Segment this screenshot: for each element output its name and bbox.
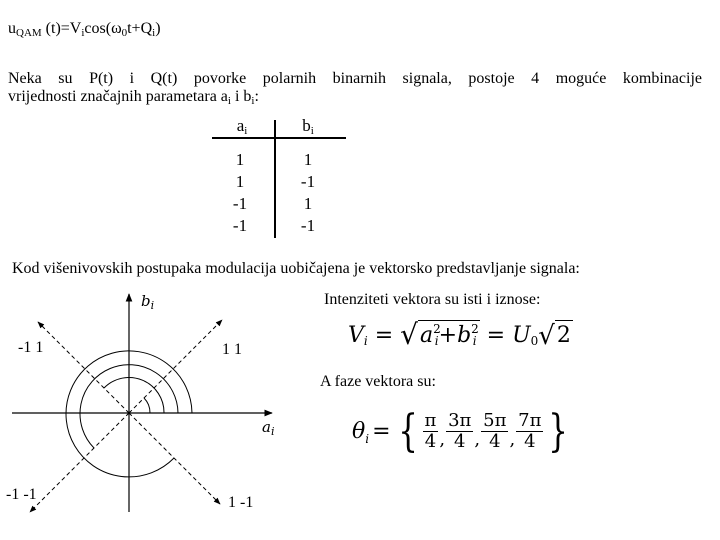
label-top-right: 1 1 <box>222 341 242 358</box>
table-cell-b: -1 <box>300 172 316 191</box>
qam-formula: $u_{QAM}$ $(t)=V_i\cos(\omega_0t+Q_i)$ <box>8 20 161 39</box>
right-brace: } <box>548 405 569 457</box>
sqrt-sign-2: √ <box>538 321 555 351</box>
left-brace: { <box>397 405 418 457</box>
phase-fraction: $\frac{3\pi}{4}$ <box>448 409 472 452</box>
label-bottom-right: 1 -1 <box>228 494 254 511</box>
table-cell-b: -1 <box>300 216 316 235</box>
phase-fraction: $\frac{\pi}{4}$ <box>424 409 437 452</box>
intro-line-1: Neka su P(t) i Q(t) povorke polarnih binarnih signala, postoje 4 moguće kombinacije <box>8 70 702 87</box>
phase-arc-pi-4 <box>144 398 150 413</box>
phase-label: A faze vektora su: <box>320 373 436 390</box>
table-cell-a: 1 <box>235 150 245 169</box>
table-cell-b: 1 <box>303 194 313 213</box>
vector-1-minus1 <box>129 413 220 504</box>
table-header-b: $b_i$ <box>302 116 314 137</box>
table-cell-a: 1 <box>235 172 245 191</box>
intensity-label: Intenziteti vektora su isti i iznose: <box>324 291 541 308</box>
y-axis-label: $b_i$ <box>141 292 155 312</box>
table-header-a: $a_i$ <box>236 116 248 137</box>
phase-formula: θ $_i$ = { $\frac{\pi}{4}$ , $\frac{3\pi}{4}$ , $\frac{5\pi}{4}$ , $\frac{7\pi}{4}$ } <box>352 405 569 457</box>
sqrt-radicand: $a^2_i+b^2_i$ <box>420 322 479 348</box>
intensity-formula: $V_i = √a^2_i+b^2_i = U_0√2$ <box>348 318 571 351</box>
phase-fraction: $\frac{7\pi}{4}$ <box>518 409 542 452</box>
label-bottom-left: -1 -1 <box>6 486 37 503</box>
table-cell-b: 1 <box>303 150 313 169</box>
phase-fraction: $\frac{5\pi}{4}$ <box>483 409 507 452</box>
vector-minus1-1 <box>38 322 129 413</box>
sqrt-sign: √ <box>400 318 419 351</box>
modulation-text: Kod višenivovskih postupaka modulacija uobičajena je vektorsko predstavljanje signala: <box>12 260 580 277</box>
intro-line-2: vrijednosti značajnih parametara $a_i$ i $b_i$: <box>8 88 259 107</box>
x-axis-label: $a_i$ <box>262 418 275 438</box>
table-cell-a: -1 <box>232 194 248 213</box>
label-top-left: -1 1 <box>18 339 44 356</box>
vector-minus1-minus1 <box>30 413 129 512</box>
table-cell-a: -1 <box>232 216 248 235</box>
